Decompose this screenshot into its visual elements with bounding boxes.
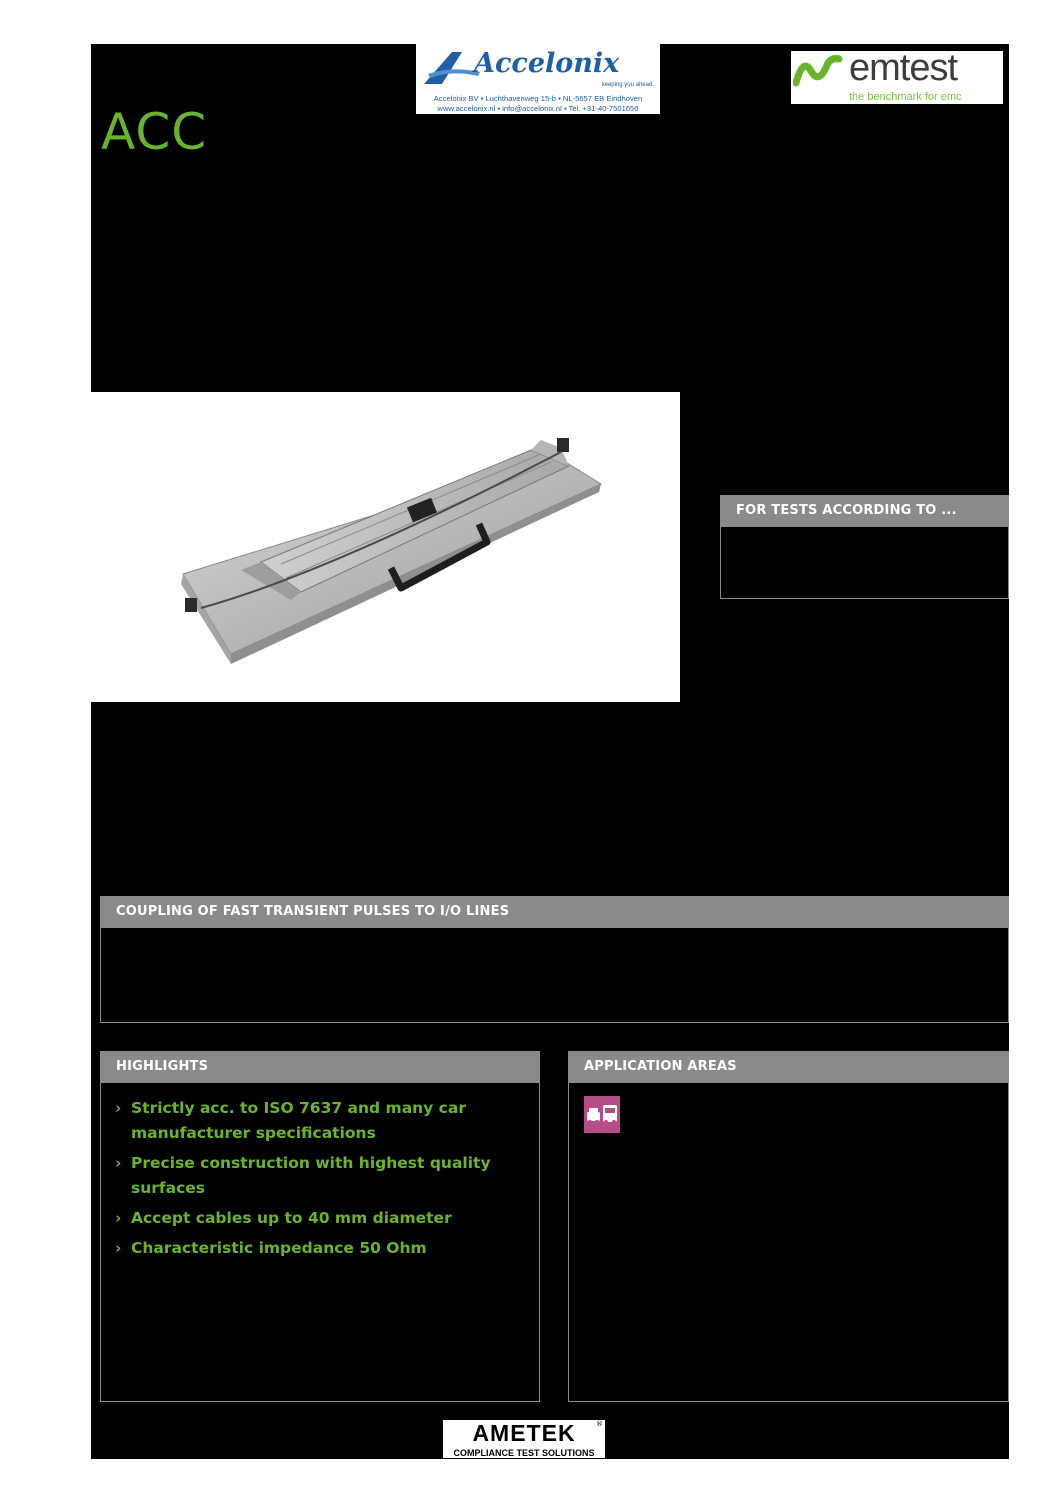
- ametek-name: AMETEK: [472, 1420, 576, 1446]
- highlights-header: HIGHLIGHTS: [101, 1052, 539, 1083]
- accelonix-address-line1: Accelonix BV ▪ Luchthavenweg 15-b ▪ NL-5657 EB Eindhoven: [433, 94, 643, 103]
- emtest-wave-icon: [793, 55, 843, 87]
- emtest-slogan: the benchmark for emc: [849, 91, 962, 103]
- emtest-wordmark: emtest: [849, 47, 958, 89]
- coupling-header: COUPLING OF FAST TRANSIENT PULSES TO I/O LINES: [101, 897, 1008, 928]
- ametek-subtitle: COMPLIANCE TEST SOLUTIONS: [453, 1448, 595, 1458]
- application-areas-header: APPLICATION AREAS: [569, 1052, 1008, 1083]
- highlight-item: [101, 1206, 539, 1231]
- product-title: ACC: [101, 103, 208, 161]
- tests-according-header: FOR TESTS ACCORDING TO ...: [721, 496, 1008, 527]
- accelonix-brand: Accelonix: [474, 48, 620, 79]
- tests-according-box: [720, 495, 1009, 599]
- emtest-logo: [791, 47, 1003, 104]
- ametek-logo: [443, 1420, 605, 1458]
- highlight-text: Characteristic impedance 50 Ohm: [131, 1239, 427, 1257]
- application-areas-box: [568, 1051, 1009, 1402]
- chevron-right-icon: ›: [115, 1209, 122, 1227]
- accelonix-address: [418, 94, 658, 114]
- car-icon: [584, 1096, 620, 1133]
- highlight-item: [101, 1151, 539, 1201]
- highlight-item: [101, 1236, 539, 1261]
- ametek-registered-mark: ®: [596, 1420, 603, 1428]
- chevron-right-icon: ›: [115, 1099, 122, 1117]
- coupling-clamp-image: [91, 392, 680, 702]
- chevron-right-icon: ›: [115, 1154, 122, 1172]
- chevron-right-icon: ›: [115, 1239, 122, 1257]
- highlights-box: [100, 1051, 540, 1402]
- highlight-text: Precise construction with highest quality surfaces: [131, 1154, 491, 1197]
- highlight-text: Strictly acc. to ISO 7637 and many car manufacturer specifications: [131, 1099, 466, 1142]
- highlights-list: [101, 1096, 539, 1261]
- accelonix-tagline: keeping you ahead.: [601, 82, 654, 88]
- accelonix-swoosh-icon: [422, 48, 482, 88]
- accelonix-logo: [416, 44, 660, 114]
- highlight-item: [101, 1096, 539, 1146]
- highlight-text: Accept cables up to 40 mm diameter: [131, 1209, 452, 1227]
- accelonix-address-line2: www.accelonix.nl ▪ info@accelonix.nl ▪ Tel. +31-40-7501650: [437, 104, 639, 113]
- coupling-box: [100, 896, 1009, 1023]
- product-photo: [91, 392, 680, 702]
